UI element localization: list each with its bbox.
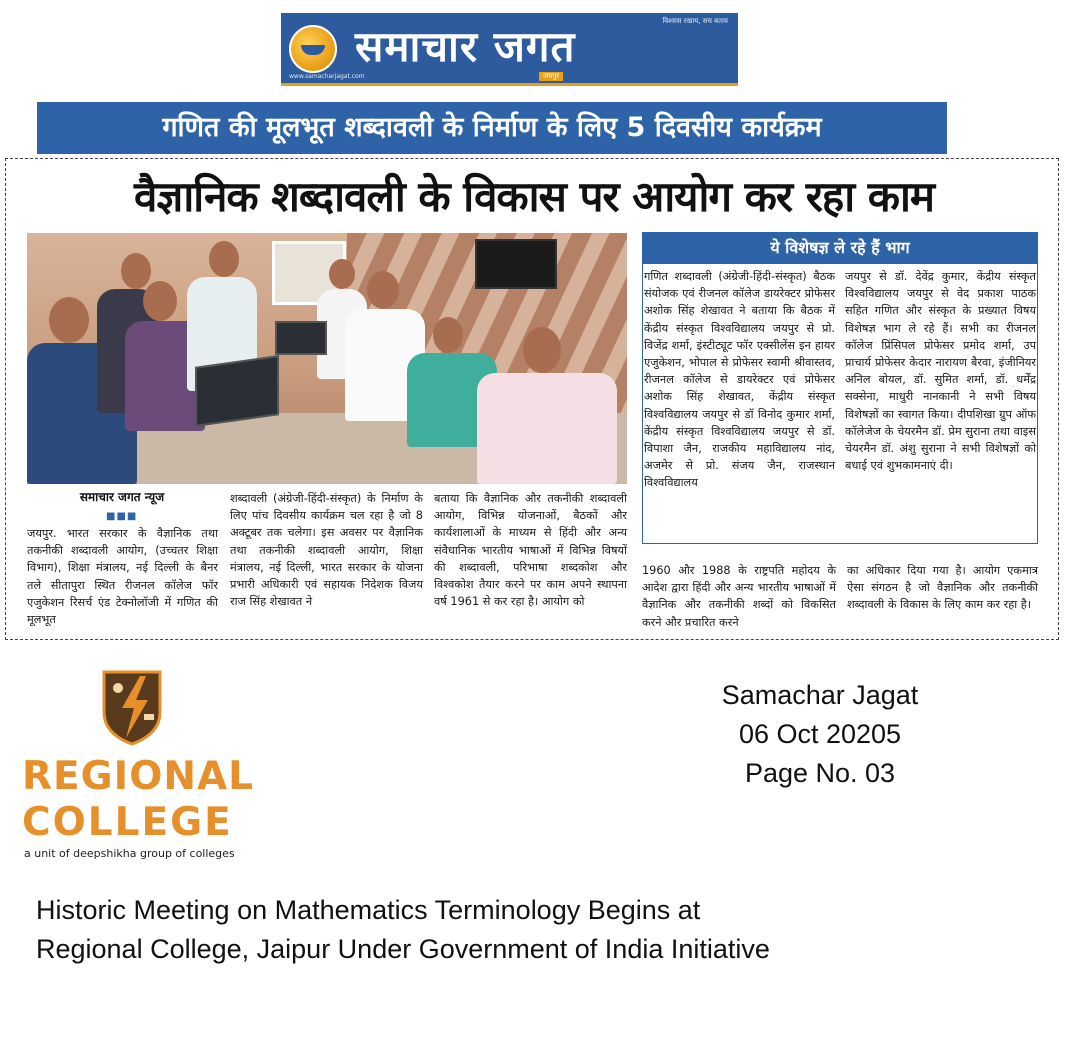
experts-column-2 [845,268,1036,474]
article-headline: वैज्ञानिक शब्दावली के विकास पर आयोग कर रहा काम [134,172,934,221]
experts-text-1: गणित शब्दावली (अंग्रेजी-हिंदी-संस्कृत) बैठक संयोजक एवं रीजनल कॉलेज डायरेक्टर प्रोफेसर अशोक सिंह शेखावत ने बताया कि बैठक में केंद्रीय संस्कृत विश्वविद्यालय जयपुर से प्रो. विजेंद्र शर्मा, इंस्टीट्यूट फॉर एक्सीलेंस इन हायर एजुकेशन, भोपाल से प्रोफेसर स्वामी श्रीवास्तव, रीजनल कॉलेज से डायरेक्टर एवं प्रोफेसर अशोक सिंह शेखावत, केंद्रीय संस्कृत विश्वविद्यालय जयपुर से डॉ विनोद कुमार शर्मा, केंद्रीय संस्कृत विश्वविद्यालय जयपुर से डॉ. विपाशा जैन, राजकीय महाविद्यालय नांद, अजमेर से प्रो. संजय जैन, राजस्थान विश्वविद्यालय [644,270,835,490]
college-logo-tagline: a unit of deepshikha group of colleges [24,847,235,860]
article-column-5 [847,562,1038,614]
article-column-1 [27,525,218,628]
masthead-url: www.samacharjagat.com [289,73,365,80]
masthead-edition: जयपुर [539,72,563,81]
masthead-name: समाचार जगत [355,22,576,71]
article-column-2 [230,490,423,610]
experts-column-1 [644,268,835,492]
experts-text-2: जयपुर से डॉ. देवेंद्र कुमार, केंद्रीय संस्कृत विश्वविद्यालय जयपुर से वेद प्रकाश पाठक सहित गणित और संस्कृत के प्रख्यात विषय विशेषज्ञ भाग ले रहे हैं। सभी का रीजनल कॉलेज प्रिंसिपल प्रोफेसर प्रमोद शर्मा, उप प्राचार्य प्रोफेसर केदार नारायण बैरवा, इंजीनियर अनिल बोयल, डॉ. सुमित शर्मा, डॉ. धर्मेंद्र सक्सेना, माधुरी नानकानी ने सभी विषय विशेषज्ञों का स्वागत किया। दीपशिखा ग्रुप ऑफ कॉलेजेज के चेयरमैन डॉ. प्रेम सुराना तथा वाइस चेयरमैन डॉ. अंशु सुराना ने सभी विशेषज्ञों को बधाई एवं शुभकामनाएं दी। [845,270,1036,473]
article-text-4: 1960 और 1988 के राष्ट्रपति महोदय के आदेश द्वारा हिंदी और अन्य भारतीय भाषाओं में वैज्ञानिक और तकनीकी शब्दों को विकसित करने और प्रचारित करने [642,564,836,629]
photo-person [477,327,617,484]
article-text-5: का अधिकार दिया गया है। आयोग एकमात्र ऐसा संगठन है जो वैज्ञानिक और तकनीकी शब्दावली के विकास के लिए काम कर रहा है। [847,564,1038,612]
english-caption: Historic Meeting on Mathematics Terminology Begins at Regional College, Jaipur Under Government of India Initiative [36,895,770,964]
college-logo-line-1: REGIONAL [22,754,255,799]
byline-divider: ■■■ [106,511,138,522]
article-byline: समाचार जगत न्यूज [79,490,165,504]
newspaper-masthead [281,13,738,86]
college-shield-icon [100,668,164,746]
globe-logo-icon [289,25,337,73]
experts-section-title: ये विशेषज्ञ ले रहे हैं भाग [642,232,1038,264]
article-column-3 [434,490,627,610]
article-text-2: शब्दावली (अंग्रेजी-हिंदी-संस्कृत) के निर्माण के लिए पांच दिवसीय कार्यक्रम चल रहा है जो 8 अक्टूबर तक चलेगा। इस अवसर पर वैज्ञानिक तथा तकनीकी शब्दावली आयोग, शिक्षा मंत्रालय, नई दिल्ली, भारत सरकार के योजना प्रभारी अधिकारी एवं सहायक निदेशक विजय राज सिंह शेखावत ने [230,492,423,609]
topic-banner: गणित की मूलभूत शब्दावली के निर्माण के लिए 5 दिवसीय कार्यक्रम [37,102,947,154]
photo-tv [475,239,557,289]
source-date: 06 Oct 20205 [738,719,902,749]
photo-laptop [275,321,327,355]
college-logo-line-2: COLLEGE [22,800,233,845]
source-page: Page No. 03 [744,758,896,788]
masthead-tagline: विश्वास रखाय, सच बताय [662,17,728,25]
meeting-photo [27,233,627,484]
source-publication: Samachar Jagat [721,680,919,710]
article-text-3: बताया कि वैज्ञानिक और तकनीकी शब्दावली आयोग, विभिन्न योजनाओं, बैठकों और कार्यशालाओं के माध्यम से हिंदी और अन्य संवैधानिक भारतीय भाषाओं में विभिन्न विषयों की शब्दावली, परिभाषा शब्दकोश और विश्वकोश तैयार करने पर काम अपने स्थापना वर्ष 1961 से कर रहा है। आयोग को [434,492,627,609]
article-column-4 [642,562,836,631]
photo-laptop [195,355,279,427]
article-text-1: जयपुर. भारत सरकार के वैज्ञानिक तथा तकनीकी शब्दावली आयोग, (उच्चतर शिक्षा विभाग), शिक्षा मंत्रालय, नई दिल्ली के बैनर तले सीतापुरा स्थित रीजनल कॉलेज फॉर एजुकेशन रिसर्च एंड टेक्नोलॉजी में गणित की मूलभूत [27,527,218,627]
